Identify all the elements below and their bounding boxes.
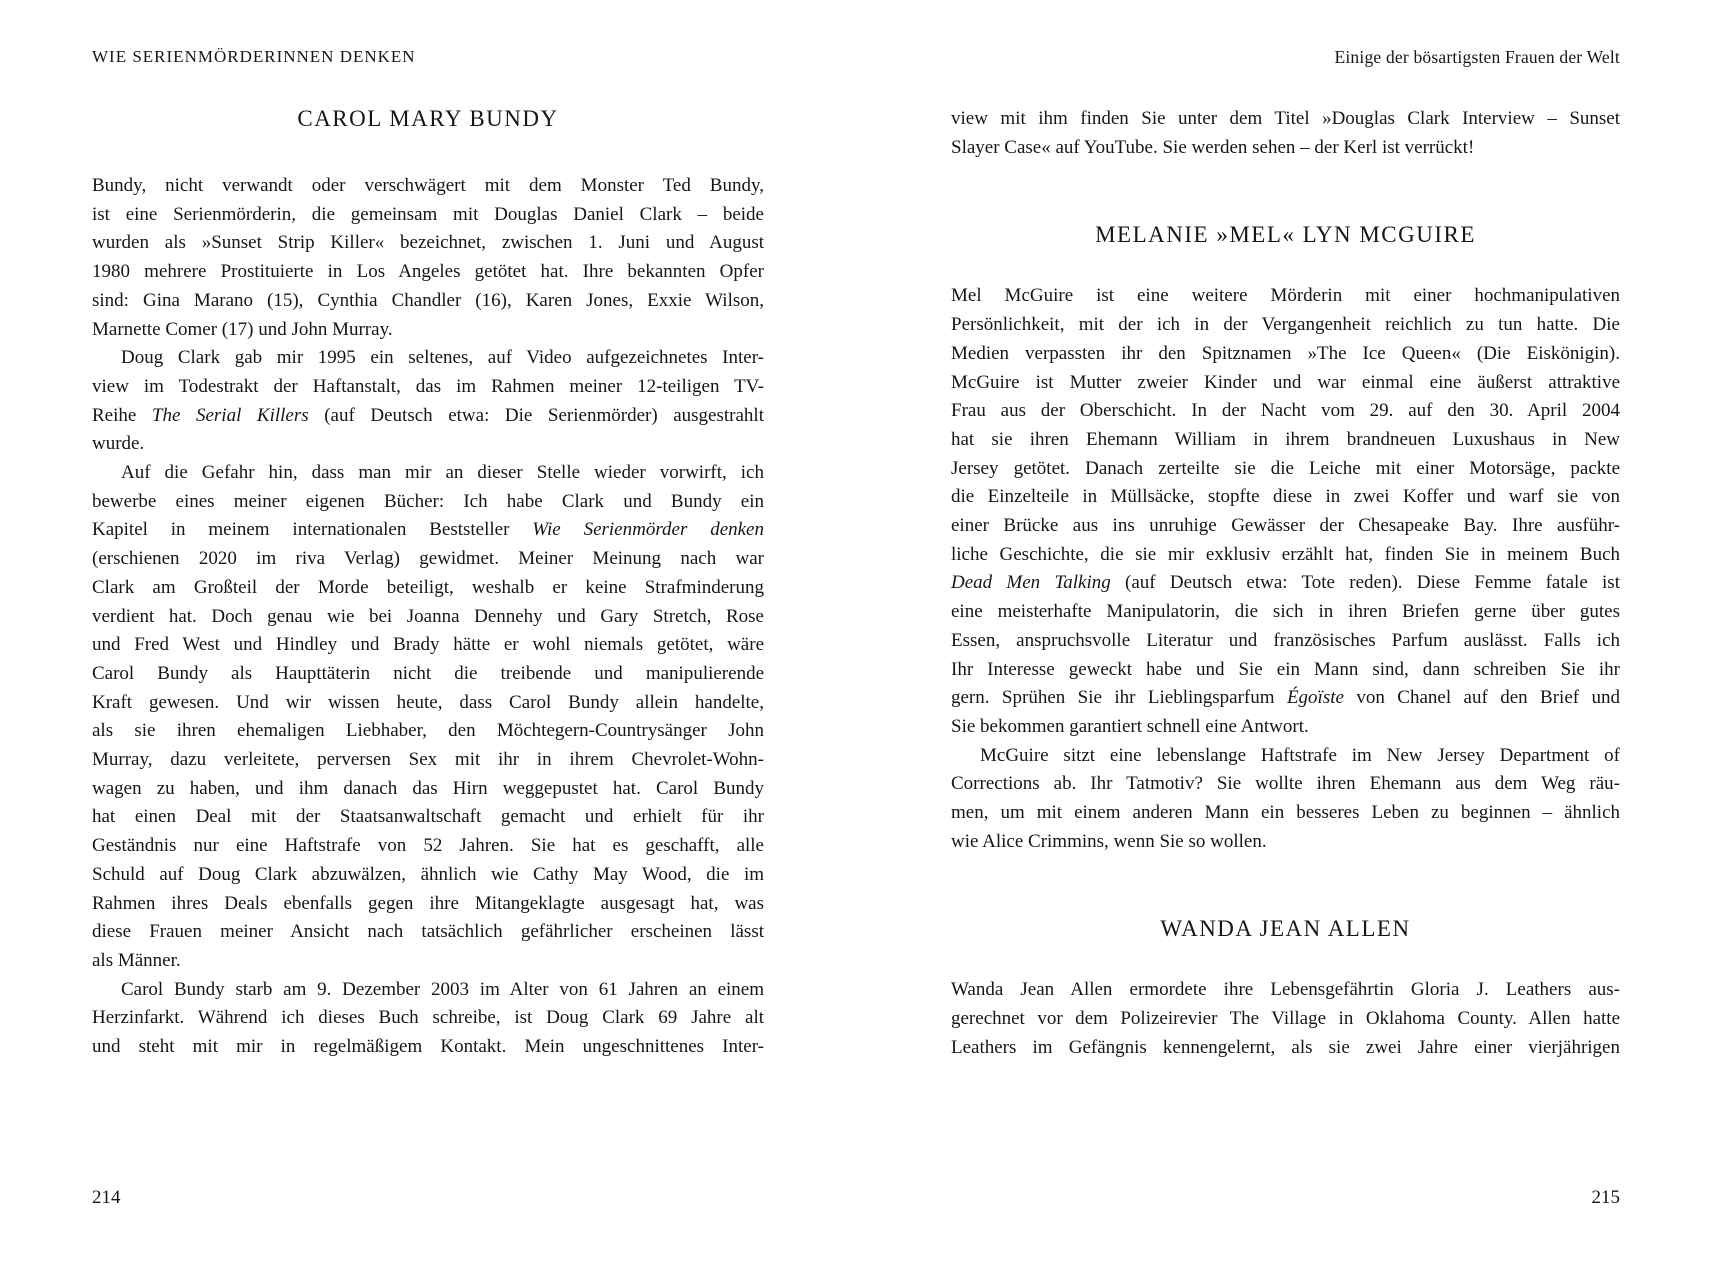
text-line: Medien verpassten ihr den Spitznamen »The Ice Queen« (Die Eiskönigin). bbox=[951, 342, 1620, 364]
text-line: wie Alice Crimmins, wenn Sie so wollen. bbox=[951, 830, 1267, 852]
text-line: sind: Gina Marano (15), Cynthia Chandler (16), Karen Jones, Exxie Wilson, bbox=[92, 289, 764, 311]
text-line: einer Brücke aus ins unruhige Gewässer der Chesapeake Bay. Ihre ausführ- bbox=[951, 515, 1620, 537]
text-line: bewerbe eines meiner eigenen Bücher: Ich habe Clark und Bundy ein bbox=[92, 490, 764, 512]
text-line: als Männer. bbox=[92, 949, 181, 971]
section-heading: CAROL MARY BUNDY bbox=[297, 106, 559, 131]
text-line: Clark am Großteil der Morde beteiligt, weshalb er keine Strafminderung bbox=[92, 576, 764, 598]
paragraph bbox=[92, 172, 764, 344]
text-line: Leathers im Gefängnis kennengelernt, als sie zwei Jahre einer vierjährigen bbox=[951, 1036, 1620, 1058]
text-line: Ihr Interesse geweckt habe und Sie ein Mann sind, dann schreiben Sie ihr bbox=[951, 658, 1620, 680]
text-line: McGuire ist Mutter zweier Kinder und war einmal eine äußerst attraktive bbox=[951, 371, 1620, 393]
page-left bbox=[92, 0, 764, 1270]
text-line: Murray, dazu verleitete, perversen Sex mit ihr in ihrem Chevrolet-Wohn- bbox=[92, 749, 764, 771]
paragraph bbox=[92, 344, 764, 459]
text-line: view mit ihm finden Sie unter dem Titel »Douglas Clark Interview – Sunset bbox=[951, 108, 1620, 129]
text-line bbox=[92, 402, 764, 431]
running-header-left: WIE SERIENMÖRDERINNEN DENKEN bbox=[92, 47, 416, 66]
text-line: diese Frauen meiner Ansicht nach tatsächlich gefährlicher erscheinen lässt bbox=[92, 921, 764, 943]
paragraph bbox=[92, 459, 764, 976]
text-line: McGuire sitzt eine lebenslange Haftstrafe im New Jersey Department of bbox=[980, 744, 1620, 766]
text-line: Frau aus der Oberschicht. In der Nacht vom 29. auf den 30. April 2004 bbox=[951, 400, 1620, 422]
text-line: Corrections ab. Ihr Tatmotiv? Sie wollte ihren Ehemann aus dem Weg räu- bbox=[951, 773, 1620, 795]
paragraph bbox=[92, 976, 764, 1062]
page-number-right: 215 bbox=[1591, 1187, 1620, 1208]
text-line: 1980 mehrere Prostituierte in Los Angeles getötet hat. Ihre bekannten Opfer bbox=[92, 261, 764, 283]
page-right-body bbox=[951, 0, 1620, 1063]
page-right bbox=[951, 0, 1620, 1270]
paragraph bbox=[951, 976, 1620, 1062]
text-line: und steht mit mir in regelmäßigem Kontakt. Mein ungeschnittenes Inter- bbox=[92, 1036, 764, 1058]
text-line: hat sie ihren Ehemann William in ihrem brandneuen Luxushaus in New bbox=[951, 428, 1620, 450]
text-line: und Fred West und Hindley und Brady hätte er wohl niemals getötet, wäre bbox=[92, 634, 764, 656]
text-line: Mel McGuire ist eine weitere Mörderin mit einer hochmanipulativen bbox=[951, 285, 1620, 307]
text-segment: gern. Sprühen Sie ihr Lieblingsparfum bbox=[951, 687, 1287, 709]
text-line: Slayer Case« auf YouTube. Sie werden sehen – der Kerl ist verrückt! bbox=[951, 136, 1475, 158]
text-line: verdient hat. Doch genau wie bei Joanna Dennehy und Gary Stretch, Rose bbox=[92, 605, 764, 627]
text-line: men, um mit einem anderen Mann ein besseres Leben zu beginnen – ähnlich bbox=[951, 802, 1620, 824]
text-line: view im Todestrakt der Haftanstalt, das im Rahmen meiner 12-teiligen TV- bbox=[92, 375, 764, 397]
text-line: Carol Bundy starb am 9. Dezember 2003 im Alter von 61 Jahren an einem bbox=[121, 978, 764, 1000]
text-segment: (auf Deutsch etwa: Tote reden). Diese Femme fatale ist bbox=[1110, 572, 1620, 594]
text-line: gerechnet vor dem Polizeirevier The Village in Oklahoma County. Allen hatte bbox=[951, 1008, 1620, 1030]
paragraph bbox=[951, 105, 1620, 162]
text-line: (erschienen 2020 im riva Verlag) gewidmet. Meiner Meinung nach war bbox=[92, 548, 764, 570]
text-line: Bundy, nicht verwandt oder verschwägert mit dem Monster Ted Bundy, bbox=[92, 175, 764, 196]
text-line: Schuld auf Doug Clark abzuwälzen, ähnlich wie Cathy May Wood, die im bbox=[92, 863, 764, 885]
text-line: Doug Clark gab mir 1995 ein seltenes, auf Video aufgezeichnetes Inter- bbox=[121, 347, 764, 369]
text-line: Sie bekommen garantiert schnell eine Antwort. bbox=[951, 715, 1309, 737]
text-line: Rahmen ihres Deals ebenfalls gegen ihre Mitangeklagte ausgesagt hat, was bbox=[92, 892, 764, 914]
text-line: als sie ihren ehemaligen Liebhaber, den Möchtegern-Countrysänger John bbox=[92, 720, 764, 742]
text-line: Persönlichkeit, mit der ich in der Vergangenheit reichlich zu tun hatte. Die bbox=[951, 314, 1620, 336]
text-line bbox=[92, 516, 764, 545]
text-line: Geständnis nur eine Haftstrafe von 52 Jahren. Sie hat es geschafft, alle bbox=[92, 835, 764, 857]
text-line: Carol Bundy als Haupttäterin nicht die treibende und manipulierende bbox=[92, 662, 764, 684]
section-heading: WANDA JEAN ALLEN bbox=[1160, 916, 1411, 942]
text-line bbox=[951, 684, 1620, 713]
text-segment: von Chanel auf den Brief und bbox=[1343, 687, 1621, 709]
text-line: wurden als »Sunset Strip Killer« bezeichnet, zwischen 1. Juni und August bbox=[92, 232, 764, 254]
text-line: eine meisterhafte Manipulatorin, die sich in ihren Briefen gerne über gutes bbox=[951, 601, 1620, 623]
text-line: liche Geschichte, die sie mir exklusiv erzählt hat, finden Sie in meinem Buch bbox=[951, 543, 1620, 565]
text-line: Jersey getötet. Danach zerteilte sie die Leiche mit einer Motorsäge, packte bbox=[951, 457, 1620, 479]
section-heading: MELANIE »MEL« LYN MCGUIRE bbox=[1095, 222, 1476, 248]
text-line: Herzinfarkt. Während ich dieses Buch schreibe, ist Doug Clark 69 Jahre alt bbox=[92, 1007, 764, 1029]
text-line: ist eine Serienmörderin, die gemeinsam mit Douglas Daniel Clark – beide bbox=[92, 203, 764, 225]
text-line: wurde. bbox=[92, 433, 145, 455]
text-segment: Reihe bbox=[92, 404, 152, 426]
text-line bbox=[951, 569, 1620, 598]
text-line: Kraft gewesen. Und wir wissen heute, dass Carol Bundy allein handelte, bbox=[92, 691, 764, 713]
text-segment: Kapitel in meinem internationalen Beststeller bbox=[92, 519, 533, 541]
paragraph bbox=[951, 742, 1620, 857]
running-header-right: Einige der bösartigsten Frauen der Welt bbox=[1334, 47, 1620, 67]
italic-book-title: The Serial Killers bbox=[151, 404, 309, 426]
italic-book-title: Égoïste bbox=[1286, 687, 1344, 709]
italic-book-title: Wie Serienmörder denken bbox=[532, 519, 764, 541]
text-line: wagen zu haben, und ihm danach das Hirn weggepustet hat. Carol Bundy bbox=[92, 777, 764, 799]
italic-book-title: Dead Men Talking bbox=[951, 572, 1111, 594]
text-line: hat einen Deal mit der Staatsanwaltschaft gemacht und erhielt für ihr bbox=[92, 806, 764, 828]
text-line: Auf die Gefahr hin, dass man mir an dieser Stelle wieder vorwirft, ich bbox=[121, 462, 764, 484]
text-line: die Einzelteile in Müllsäcke, stopfte diese in zwei Koffer und warf sie von bbox=[951, 486, 1620, 508]
page-number-left: 214 bbox=[92, 1187, 121, 1208]
text-line: Wanda Jean Allen ermordete ihre Lebensgefährtin Gloria J. Leathers aus- bbox=[951, 979, 1620, 1001]
paragraph bbox=[951, 282, 1620, 741]
text-line: Marnette Comer (17) und John Murray. bbox=[92, 318, 393, 340]
page-left-body bbox=[92, 0, 764, 1062]
text-line: Essen, anspruchsvolle Literatur und französisches Parfum auslässt. Falls ich bbox=[951, 629, 1620, 651]
text-segment: (auf Deutsch etwa: Die Serienmörder) ausgestrahlt bbox=[308, 404, 764, 426]
